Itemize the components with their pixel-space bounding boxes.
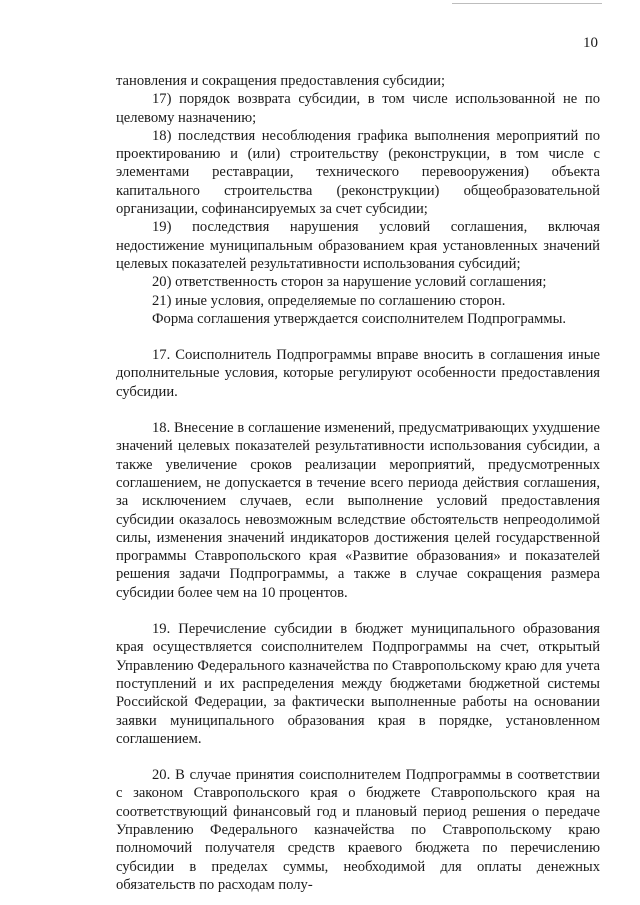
clause-17-paragraph: 17. Соисполнитель Подпрограммы вправе вносить в соглашения иные дополнительные условия, которые регулируют особенности предоставления субсидии. (116, 347, 600, 400)
list-item-21: 21) иные условия, определяемые по соглашению сторон. (152, 292, 506, 309)
top-rule-line (452, 3, 602, 4)
list-item-18: 18) последствия несоблюдения графика выполнения мероприятий по проектированию и (или) строительству (реконструкции, в том числе с элементами реставрации, технического перевооружения) объекта капитального строительства (реконструкции) общеобразовательной организации, софинансируемых за счет субсидии; (116, 127, 600, 218)
agreement-form-paragraph: Форма соглашения утверждается соисполнителем Подпрограммы. (152, 310, 567, 327)
page-number: 10 (583, 35, 598, 51)
list-item-17: 17) порядок возврата субсидии, в том числе использованной не по целевому назначению; (116, 91, 600, 126)
clause-20-paragraph: 20. В случае принятия соисполнителем Подпрограммы в соответствии с законом Ставропольского края о бюджете Ставропольского края на соответствующий финансовый год и плановый период решения о передаче Управлению Федерального казначейства по Ставропольскому краю полномочий получателя средств краевого бюджета по перечислению субсидии в пределах суммы, необходимой для оплаты денежных обязательств по расходам полу- (116, 767, 600, 893)
paragraph-continuation: тановления и сокращения предоставления субсидии; (116, 73, 446, 89)
clause-18-paragraph: 18. Внесение в соглашение изменений, предусматривающих ухудшение значений целевых показателей результативности использования субсидии, а также увеличение сроков реализации мероприятий, предусмотренных соглашением, не допускается в течение всего периода действия соглашения, за исключением случаев, если выполнение условий предоставления субсидии оказалось невозможным вследствие обстоятельств непреодолимой силы, изменения значений индикаторов достижения целей государственной программы Ставропольского края «Развитие образования» и показателей решения задачи Подпрограммы, а также в случае сокращения размера субсидии более чем на 10 процентов. (116, 420, 600, 601)
list-item-19: 19) последствия нарушения условий соглашения, включая недостижение муниципальным образованием края установленных значений целевых показателей результативности использования субсидий; (116, 219, 600, 272)
document-body (116, 72, 600, 894)
list-item-20: 20) ответственность сторон за нарушение условий соглашения; (152, 274, 547, 291)
clause-19-paragraph: 19. Перечисление субсидии в бюджет муниципального образования края осуществляется соисполнителем Подпрограммы на счет, открытый Управлению Федерального казначейства по Ставропольскому краю для учета поступлений и их распределения между бюджетами бюджетной системы Российской Федерации, за фактически выполненные работы на основании заявки муниципального образования края в порядке, установленном соглашением. (116, 621, 600, 747)
